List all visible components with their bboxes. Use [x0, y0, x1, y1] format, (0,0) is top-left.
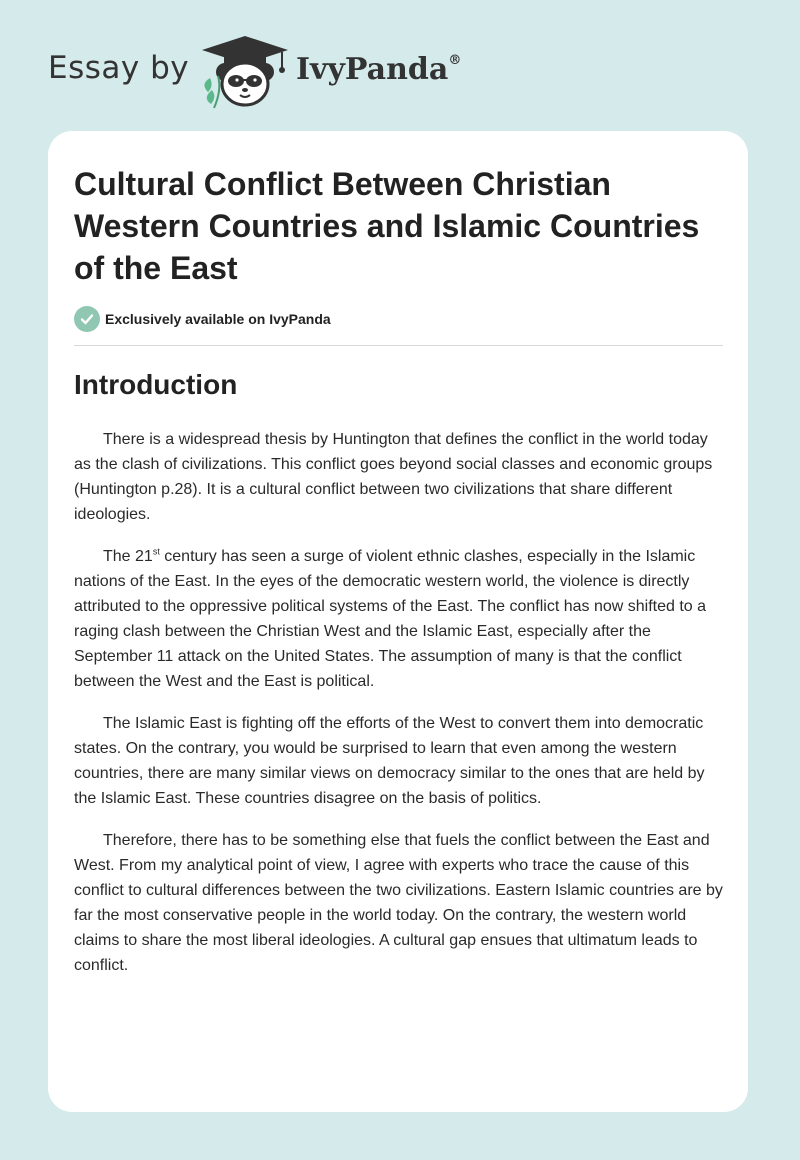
check-circle-icon [74, 306, 100, 332]
page-title: Cultural Conflict Between Christian Western Countries and Islamic Countries of the East [74, 166, 700, 286]
paragraph: The 21st century has seen a surge of violent ethnic clashes, especially in the Islamic nations of the East. In the eyes of the democratic western world, the violence is directly attributed to the oppressive political systems of the East. The conflict has now shifted to a raging clash between the Christian West and the Islamic East, especially after the September 11 attack on the United States. The assumption of many is that the conflict between the West and the East is political. [74, 546, 707, 690]
site-header [0, 0, 800, 120]
essay-card [48, 131, 748, 1112]
paragraph: Therefore, there has to be something else that fuels the conflict between the East and West. From my analytical point of view, I agree with experts who trace the cause of this conflict to cultural differences between the two civilizations. Eastern Islamic countries are by far the most conservative people in the world today. On the contrary, the western world claims to share the most liberal ideologies. A cultural gap ensues that ultimatum leads to conflict. [74, 832, 723, 974]
divider [74, 345, 723, 346]
brand-name[interactable]: IvyPanda® [296, 52, 462, 87]
ordinal-superscript: st [152, 546, 160, 557]
panda-graduate-icon[interactable] [198, 34, 292, 110]
paragraph: The Islamic East is fighting off the efforts of the West to convert them into democratic states. On the contrary, you would be surprised to learn that even among the western countries, there are many similar views on democracy similar to the ones that are held by the Islamic East. These countries disagree on the basis of politics. [74, 715, 705, 807]
essay-by-label: Essay by [48, 50, 190, 86]
paragraph: There is a widespread thesis by Huntington that defines the conflict in the world today as the clash of civilizations. This conflict goes beyond social classes and economic groups (Huntington p.28). It is a cultural conflict between two civilizations that share different ideologies. [74, 431, 713, 523]
availability-badge-text: Exclusively available on IvyPanda [105, 311, 331, 327]
availability-badge [74, 306, 331, 332]
section-heading: Introduction [74, 369, 238, 400]
trademark-symbol: ® [448, 53, 462, 68]
essay-body [74, 427, 724, 995]
